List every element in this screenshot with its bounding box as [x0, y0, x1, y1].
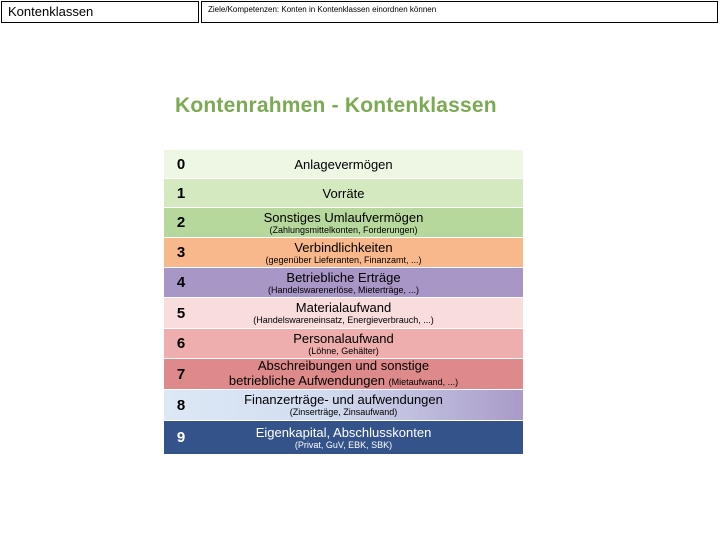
class-title-line-2: betriebliche Aufwendungen [228, 373, 385, 388]
header-objectives: Ziele/Kompetenzen: Konten in Kontenklassen einordnen können [201, 1, 718, 23]
class-title: Verbindlichkeiten [294, 239, 393, 255]
class-title: Sonstiges Umlaufvermögen [263, 209, 424, 225]
class-examples: (Löhne, Gehälter) [308, 345, 379, 356]
class-number: 0 [176, 155, 186, 173]
account-class-row-0 [164, 150, 523, 179]
class-number: 5 [176, 304, 186, 322]
class-examples: (Handelswarenerlöse, Mieterträge, ...) [267, 284, 420, 295]
class-examples: (gegenüber Lieferanten, Finanzamt, ...) [265, 254, 422, 265]
account-class-row-7 [164, 359, 523, 390]
class-title: Vorräte [322, 185, 365, 201]
class-examples: (Zahlungsmittelkonten, Forderungen) [269, 224, 418, 235]
class-number: 4 [176, 274, 186, 291]
class-title: Anlagevermögen [294, 156, 393, 172]
class-title: Eigenkapital, Abschlusskonten [255, 424, 432, 440]
class-title: Materialaufwand [295, 300, 392, 315]
account-class-row-3 [164, 238, 523, 268]
account-class-table [164, 150, 523, 455]
class-examples: (Privat, GuV, EBK, SBK) [294, 439, 393, 450]
class-title: Abschreibungen und sonstige [257, 358, 430, 373]
account-class-row-6 [164, 329, 523, 359]
class-number: 1 [176, 184, 186, 202]
class-title: Betriebliche Erträge [286, 269, 401, 285]
class-number: 6 [176, 335, 186, 352]
class-examples: (Handelswareneinsatz, Energieverbrauch, ...) [253, 315, 434, 325]
slide-title: Kontenrahmen - Kontenklassen [175, 94, 497, 117]
class-number: 2 [176, 214, 186, 231]
class-number: 9 [176, 429, 186, 446]
header-title: Kontenklassen [1, 1, 199, 23]
class-examples: (Mietaufwand, ...) [388, 377, 459, 387]
class-title: Finanzerträge- und aufwendungen [244, 392, 443, 407]
account-class-row-5 [164, 298, 523, 329]
account-class-row-4 [164, 268, 523, 298]
class-examples: (Zinserträge, Zinsaufwand) [289, 407, 398, 417]
account-class-row-2 [164, 208, 523, 238]
class-number: 7 [176, 365, 186, 383]
class-title: Personalaufwand [293, 330, 394, 346]
account-class-row-1 [164, 179, 523, 208]
account-class-row-8 [164, 390, 523, 421]
account-class-row-9 [164, 421, 523, 454]
class-number: 3 [176, 244, 186, 261]
class-number: 8 [176, 396, 186, 414]
